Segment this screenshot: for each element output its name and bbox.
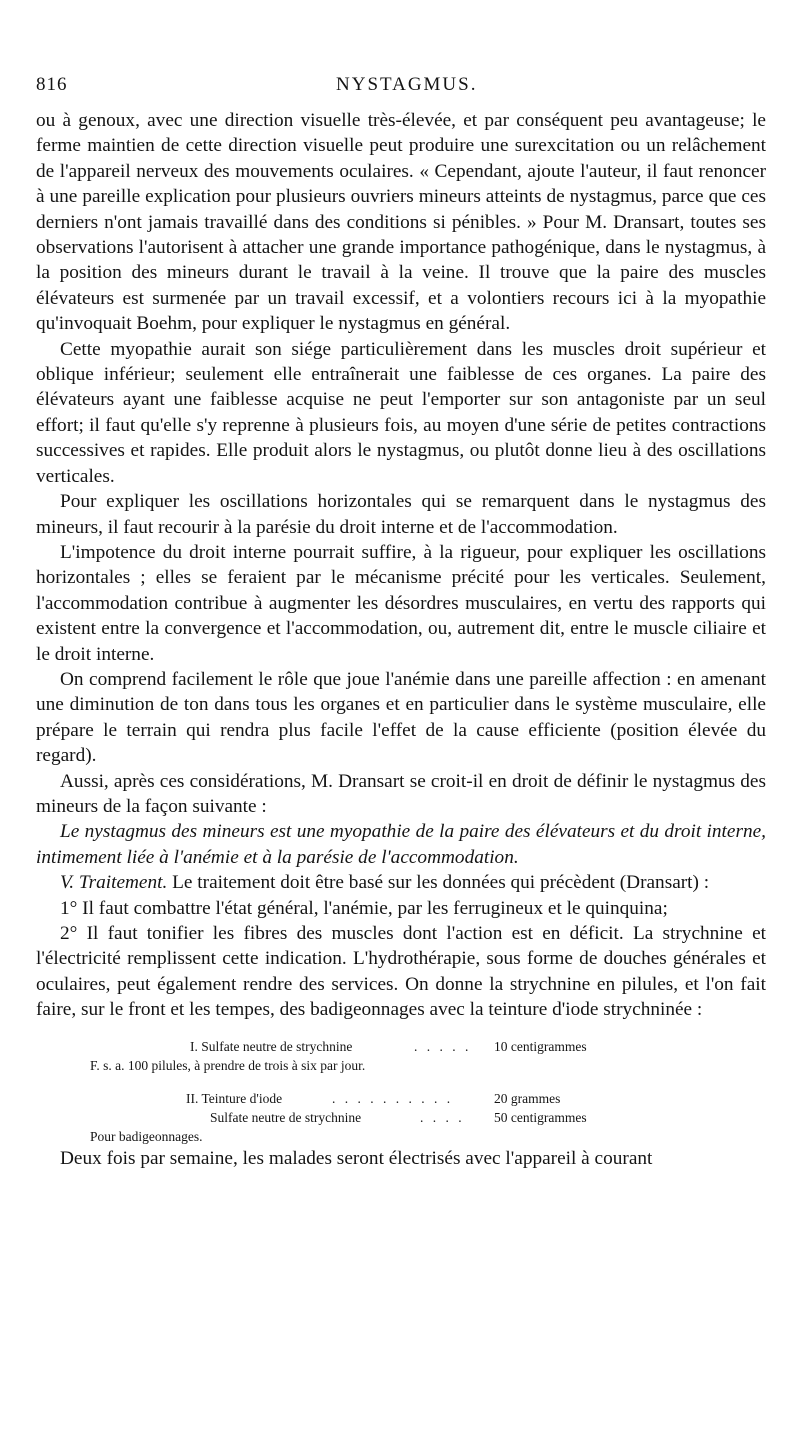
section-heading: V. Traitement. <box>60 872 168 894</box>
running-title: NYSTAGMUS. <box>336 74 478 95</box>
paragraph: Aussi, après ces considérations, M. Dransart se croit-il en droit de définir le nystagmus des mineurs de la façon suivante : <box>36 770 766 817</box>
formula-two <box>36 1089 766 1146</box>
list-item: 2° Il faut tonifier les fibres des muscles dont l'action est en déficit. La strychnine et l'électricité remplissent cette indication. L'hydrothérapie, sous forme de douches générales et oculaires, peut également rendre des services. On donne la strychnine en pilules, et l'on fait faire, sur le front et les tempes, des badigeonnages avec la teinture d'iode strychninée : <box>36 923 766 1021</box>
formula-one <box>36 1037 766 1075</box>
paragraph: ou à genoux, avec une direction visuelle très-élevée, et par conséquent peu avantageuse; le ferme maintien de cette direction visuelle peut produire une surexcitation ou un relâchement de l'appareil nerveux des mouvements oculaires. « Cependant, ajoute l'auteur, il faut renoncer à une pareille explication pour plusieurs ouvriers mineurs atteints de nystagmus, parce que ces derniers n'ont jamais travaillé dans des conditions si pénibles. » Pour M. Dransart, toutes ses observations l'autorisent à attacher une grande importance pathogénique, dans le nystagmus, à la position des mineurs durant le travail à la veine. Il trouve que la paire des muscles élévateurs est surmenée par un travail excessif, et a volontiers recours ici à la myopathie qu'invoquait Boehm, pour expliquer le nystagmus en général. <box>36 110 766 335</box>
leader-dots: . . . . <box>420 1109 465 1125</box>
paragraph: L'impotence du droit interne pourrait suffire, à la rigueur, pour expliquer les oscillations horizontales ; elles se feraient par le mécanisme précité pour les verticales. Seulement, l'accommodation contribue à augmenter les désordres musculaires, en vertu des rapports qui existent entre la convergence et l'accommodation, ou, autrement dit, entre le muscle ciliaire et le droit interne. <box>36 541 766 665</box>
formula-ingredient: II. Teinture d'iode <box>186 1090 283 1106</box>
definition: Le nystagmus des mineurs est une myopathie de la paire des élévateurs et du droit interne, intimement liée à l'anémie et à la parésie de l'accommodation. <box>36 821 766 868</box>
section-treatment <box>36 870 766 895</box>
formula-instruction: F. s. a. 100 pilules, à prendre de trois à six par jour. <box>90 1057 366 1073</box>
formula-quantity: 10 centigrammes <box>494 1038 587 1054</box>
page-body <box>36 108 766 1171</box>
paragraph: Pour expliquer les oscillations horizontales qui se remarquent dans le nystagmus des mineurs, il faut recourir à la parésie du droit interne et de l'accommodation. <box>36 491 766 538</box>
formula-instruction: Pour badigeonnages. <box>90 1128 203 1144</box>
list-item: 1° Il faut combattre l'état général, l'anémie, par les ferrugineux et le quinquina; <box>60 897 668 919</box>
page-number: 816 <box>36 74 68 95</box>
paragraph: On comprend facilement le rôle que joue l'anémie dans une pareille affection : en amenant une diminution de ton dans tous les organes et en particulier dans le système musculaire, elle prépare le terrain qui rendra plus facile l'effet de la cause efficiente (position élevée du regard). <box>36 668 766 767</box>
paragraph: Cette myopathie aurait son siége particulièrement dans les muscles droit supérieur et oblique inférieur; seulement elle entraînerait une faiblesse de ces organes. La paire des élévateurs ayant une faiblesse acquise ne peut l'emporter sur son antagoniste par un seul effort; il faut qu'elle s'y reprenne à plusieurs fois, au moyen d'une série de petites contractions successives et rapides. Elle produit alors le nystagmus, ou plutôt donne lieu à des oscillations verticales. <box>36 338 766 487</box>
formula-ingredient: I. Sulfate neutre de strychnine <box>190 1038 353 1054</box>
leader-dots: . . . . . . . . . . <box>332 1090 454 1106</box>
leader-dots: . . . . . <box>414 1038 472 1054</box>
formula-quantity: 50 centigrammes <box>494 1109 587 1125</box>
formula-quantity: 20 grammes <box>494 1090 561 1106</box>
paragraph: Deux fois par semaine, les malades seront électrisés avec l'appareil à courant <box>60 1147 653 1169</box>
page-header <box>36 72 766 102</box>
formula-ingredient: Sulfate neutre de strychnine <box>210 1109 362 1125</box>
section-text: Le traitement doit être basé sur les données qui précèdent (Dransart) : <box>172 872 710 894</box>
